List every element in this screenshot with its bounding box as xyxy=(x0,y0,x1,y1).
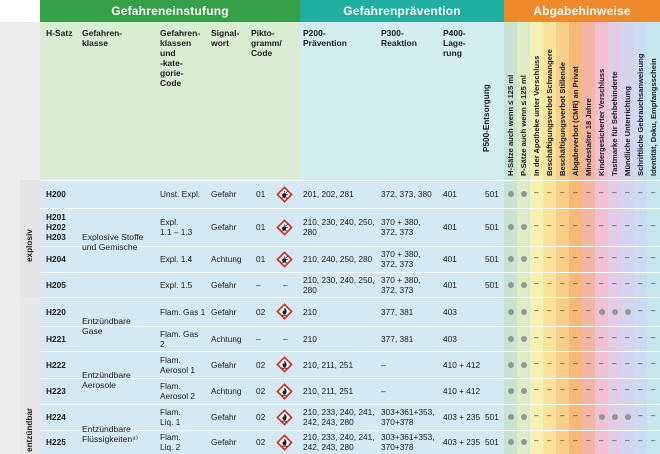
row-h-satz: H201 H202 H203 xyxy=(46,212,66,242)
dispensing-header-2: In der Apotheke unter Verschluss xyxy=(532,55,541,176)
not-applicable-dash: – xyxy=(651,221,656,230)
not-applicable-dash: – xyxy=(573,358,578,368)
applies-dot xyxy=(521,191,527,197)
not-applicable-dash: – xyxy=(534,253,539,262)
row-pict-code: 02 xyxy=(256,412,266,422)
not-applicable-dash: – xyxy=(612,332,617,342)
dispensing-header-4: Beschäftigungsverbot Stillende xyxy=(558,62,567,176)
no-pictogram-dash: – xyxy=(283,279,288,290)
row-p200: 201, 202, 281 xyxy=(303,189,354,199)
row-pict-code: – xyxy=(256,333,261,344)
row-p200: 210, 211, 251 xyxy=(303,359,354,370)
not-applicable-dash: – xyxy=(573,305,578,315)
col-klasse-code: Gefahren- klassen und -kate- gorie- Code xyxy=(160,28,201,88)
not-applicable-dash: – xyxy=(638,305,643,315)
row-p200: 210, 211, 251 xyxy=(303,386,354,396)
col-piktogramm: Pikto- gramm/ Code xyxy=(251,28,282,58)
row-pict-code: 01 xyxy=(256,189,266,199)
not-applicable-dash: – xyxy=(547,332,552,342)
not-applicable-dash: – xyxy=(573,221,578,230)
applies-dot xyxy=(521,224,527,230)
row-signal-word: Gefahr xyxy=(211,412,237,422)
row-pict-code: 01 xyxy=(256,222,266,232)
applies-dot xyxy=(508,362,514,368)
not-applicable-dash: – xyxy=(547,278,552,288)
not-applicable-dash: – xyxy=(599,188,604,197)
ghs02-flame-icon xyxy=(276,434,293,451)
row-p200: 210, 240, 250, 280 xyxy=(303,254,373,264)
not-applicable-dash: – xyxy=(625,385,630,394)
applies-dot xyxy=(508,282,514,288)
row-p300: 372, 373, 380 xyxy=(381,189,432,199)
not-applicable-dash: – xyxy=(599,436,604,445)
not-applicable-dash: – xyxy=(599,332,604,342)
dispensing-header-7: Kindergesicherter Verschluss xyxy=(597,68,606,176)
not-applicable-dash: – xyxy=(586,332,591,342)
not-applicable-dash: – xyxy=(534,332,539,342)
not-applicable-dash: – xyxy=(612,278,617,288)
row-signal-word: Gefahr xyxy=(211,306,237,317)
row-divider xyxy=(40,326,660,327)
applies-dot xyxy=(625,414,631,420)
not-applicable-dash: – xyxy=(625,188,630,197)
table-row xyxy=(40,180,504,208)
not-applicable-dash: – xyxy=(625,253,630,262)
row-signal-word: Achtung xyxy=(211,333,242,344)
row-p300: 303+361+353, 370+378 xyxy=(381,432,435,452)
row-p300: 370 + 380, 372, 373 xyxy=(381,249,421,269)
dispensing-header-11: Identität, Doku, Empfangsschein xyxy=(649,58,658,176)
class-label-liquids: Entzündbare Flüssigkeiten⁴⁾ xyxy=(82,424,138,444)
not-applicable-dash: – xyxy=(573,188,578,197)
row-signal-word: Achtung xyxy=(211,386,242,396)
applies-dot xyxy=(521,282,527,288)
row-h-satz: H225 xyxy=(46,437,66,447)
not-applicable-dash: – xyxy=(638,278,643,288)
row-p300: 303+361+353, 370+378 xyxy=(381,407,435,427)
band-hazard-prevention: Gefahrenprävention xyxy=(300,0,504,22)
row-p300: – xyxy=(381,386,386,396)
col-p300: P300- Reaktion xyxy=(381,28,417,48)
col-p400: P400- Lage- rung xyxy=(443,28,466,58)
row-signal-word: Gefahr xyxy=(211,189,237,199)
not-applicable-dash: – xyxy=(560,358,565,368)
row-class-code: Expl. 1.5 xyxy=(160,279,193,290)
ghs01-explosion-icon xyxy=(276,219,293,236)
applies-dot xyxy=(612,309,618,315)
not-applicable-dash: – xyxy=(638,411,643,420)
not-applicable-dash: – xyxy=(638,385,643,394)
not-applicable-dash: – xyxy=(547,411,552,420)
not-applicable-dash: – xyxy=(651,278,656,288)
row-pict-code: 02 xyxy=(256,437,266,447)
row-class-code: Unst. Expl. xyxy=(160,189,201,199)
not-applicable-dash: – xyxy=(547,253,552,262)
not-applicable-dash: – xyxy=(560,305,565,315)
row-class-code: Flam. Gas 1 xyxy=(160,306,206,317)
row-p400: 410 + 412 xyxy=(443,359,481,370)
row-p400: 401 xyxy=(443,222,457,232)
row-p400: 410 + 412 xyxy=(443,386,481,396)
not-applicable-dash: – xyxy=(586,188,591,197)
row-p200: 210, 233, 240, 241, 242, 243, 280 xyxy=(303,407,375,427)
not-applicable-dash: – xyxy=(534,358,539,368)
row-class-code: Flam. Liq. 2 xyxy=(160,432,181,452)
applies-dot xyxy=(625,309,631,315)
applies-dot xyxy=(521,362,527,368)
not-applicable-dash: – xyxy=(599,358,604,368)
row-p500: 501 xyxy=(485,254,499,264)
not-applicable-dash: – xyxy=(560,253,565,262)
ghs01-explosion-icon xyxy=(276,251,293,268)
not-applicable-dash: – xyxy=(612,188,617,197)
row-p400: 401 xyxy=(443,254,457,264)
row-p200: 210, 230, 240, 250, 280 xyxy=(303,274,375,295)
row-p300: 377, 381 xyxy=(381,333,414,344)
row-p200: 210 xyxy=(303,306,317,317)
not-applicable-dash: – xyxy=(612,221,617,230)
dispensing-header-5: Abgabeverbot (CMR) an Privat xyxy=(571,66,580,176)
row-signal-word: Achtung xyxy=(211,254,242,264)
row-class-code: Flam. Gas 2 xyxy=(160,328,199,349)
col-signalwort: Signal- wort xyxy=(211,28,240,48)
not-applicable-dash: – xyxy=(651,358,656,368)
not-applicable-dash: – xyxy=(625,358,630,368)
applies-dot xyxy=(599,414,605,420)
row-p400: 403 xyxy=(443,333,457,344)
row-p500: 501 xyxy=(485,222,499,232)
not-applicable-dash: – xyxy=(599,253,604,262)
not-applicable-dash: – xyxy=(586,305,591,315)
row-class-code: Expl. 1.1 – 1.3 xyxy=(160,217,193,237)
not-applicable-dash: – xyxy=(586,358,591,368)
row-divider xyxy=(40,297,660,298)
applies-dot xyxy=(508,336,514,342)
col-h-satz: H-Satz xyxy=(46,28,73,38)
not-applicable-dash: – xyxy=(560,188,565,197)
not-applicable-dash: – xyxy=(586,221,591,230)
not-applicable-dash: – xyxy=(560,278,565,288)
not-applicable-dash: – xyxy=(586,278,591,288)
not-applicable-dash: – xyxy=(534,411,539,420)
class-label-gases: Entzündbare Gase xyxy=(82,316,131,336)
not-applicable-dash: – xyxy=(534,221,539,230)
row-p300: 370 + 380, 372, 373 xyxy=(381,217,421,237)
not-applicable-dash: – xyxy=(651,436,656,445)
row-pict-code: 02 xyxy=(256,306,266,317)
row-signal-word: Gefahr xyxy=(211,437,237,447)
not-applicable-dash: – xyxy=(547,385,552,394)
not-applicable-dash: – xyxy=(638,188,643,197)
row-p200: 210, 233, 240, 241, 242, 243, 280 xyxy=(303,432,375,452)
row-h-satz: H205 xyxy=(46,279,66,290)
row-signal-word: Gefahr xyxy=(211,279,237,290)
applies-dot xyxy=(599,309,605,315)
not-applicable-dash: – xyxy=(560,221,565,230)
not-applicable-dash: – xyxy=(534,278,539,288)
not-applicable-dash: – xyxy=(586,253,591,262)
row-p400: 403 + 235 xyxy=(443,412,481,422)
applies-dot xyxy=(521,388,527,394)
row-pict-code: 01 xyxy=(256,254,266,264)
not-applicable-dash: – xyxy=(651,305,656,315)
row-p200: 210, 230, 240, 250, 280 xyxy=(303,217,375,237)
class-label-aerosols: Entzündbare Aerosole xyxy=(82,370,131,390)
row-p500: 501 xyxy=(485,412,499,422)
row-p400: 403 xyxy=(443,306,457,317)
not-applicable-dash: – xyxy=(612,385,617,394)
class-label-explosive: Explosive Stoffe und Gemische xyxy=(82,232,144,252)
not-applicable-dash: – xyxy=(547,188,552,197)
group-strip-outer xyxy=(0,22,20,454)
not-applicable-dash: – xyxy=(573,411,578,420)
row-class-code: Flam. Aerosol 2 xyxy=(160,381,196,401)
col-p200: P200- Prävention xyxy=(303,28,347,48)
row-p500: 501 xyxy=(485,189,499,199)
applies-dot xyxy=(521,309,527,315)
dispensing-header-3: Beschäftigungsverbot Schwangere xyxy=(545,48,554,176)
not-applicable-dash: – xyxy=(638,253,643,262)
dispensing-header-6: Mindestalter 18 Jahre xyxy=(584,98,593,176)
not-applicable-dash: – xyxy=(612,436,617,445)
not-applicable-dash: – xyxy=(560,411,565,420)
not-applicable-dash: – xyxy=(573,436,578,445)
not-applicable-dash: – xyxy=(547,305,552,315)
not-applicable-dash: – xyxy=(534,436,539,445)
ghs02-flame-icon xyxy=(276,356,293,373)
not-applicable-dash: – xyxy=(651,411,656,420)
not-applicable-dash: – xyxy=(586,385,591,394)
applies-dot xyxy=(521,256,527,262)
ghs02-flame-icon xyxy=(276,303,293,320)
not-applicable-dash: – xyxy=(573,253,578,262)
not-applicable-dash: – xyxy=(638,436,643,445)
dispensing-header-0: H-Sätze auch wenn ≤ 125 ml xyxy=(506,74,515,176)
applies-dot xyxy=(612,414,618,420)
not-applicable-dash: – xyxy=(625,332,630,342)
row-p500: 501 xyxy=(485,279,499,290)
applies-dot xyxy=(521,336,527,342)
applies-dot xyxy=(508,224,514,230)
dispensing-header-1: P-Sätze auch wenn ≤ 125 ml xyxy=(519,75,528,176)
not-applicable-dash: – xyxy=(625,436,630,445)
applies-dot xyxy=(508,309,514,315)
row-h-satz: H204 xyxy=(46,254,66,264)
not-applicable-dash: – xyxy=(625,221,630,230)
table-row xyxy=(40,272,504,297)
not-applicable-dash: – xyxy=(599,385,604,394)
row-p200: 210 xyxy=(303,333,317,344)
row-pict-code: – xyxy=(256,279,261,290)
no-pictogram-dash: – xyxy=(283,333,288,344)
not-applicable-dash: – xyxy=(651,188,656,197)
row-p300: 370 + 380, 372, 373 xyxy=(381,274,421,295)
not-applicable-dash: – xyxy=(638,221,643,230)
not-applicable-dash: – xyxy=(612,253,617,262)
row-h-satz: H200 xyxy=(46,189,66,199)
not-applicable-dash: – xyxy=(651,385,656,394)
not-applicable-dash: – xyxy=(560,436,565,445)
applies-dot xyxy=(508,256,514,262)
not-applicable-dash: – xyxy=(547,358,552,368)
dispensing-header-9: Mündliche Unterrichtung xyxy=(623,86,632,176)
row-class-code: Expl. 1.4 xyxy=(160,254,193,264)
applies-dot xyxy=(521,439,527,445)
band-spacer xyxy=(0,0,40,22)
not-applicable-dash: – xyxy=(547,436,552,445)
row-h-satz: H220 xyxy=(46,306,66,317)
row-p400: 401 xyxy=(443,189,457,199)
row-h-satz: H224 xyxy=(46,412,66,422)
row-class-code: Flam. Liq. 1 xyxy=(160,407,181,427)
row-signal-word: Gefahr xyxy=(211,222,237,232)
row-pict-code: 02 xyxy=(256,386,266,396)
not-applicable-dash: – xyxy=(560,332,565,342)
row-p500: 501 xyxy=(485,437,499,447)
row-h-satz: H223 xyxy=(46,386,66,396)
not-applicable-dash: – xyxy=(586,436,591,445)
row-p300: 377, 381 xyxy=(381,306,414,317)
not-applicable-dash: – xyxy=(534,305,539,315)
not-applicable-dash: – xyxy=(573,385,578,394)
not-applicable-dash: – xyxy=(573,332,578,342)
applies-dot xyxy=(508,191,514,197)
ghs02-flame-icon xyxy=(276,383,293,400)
row-p400: 403 + 235 xyxy=(443,437,481,447)
not-applicable-dash: – xyxy=(586,411,591,420)
not-applicable-dash: – xyxy=(638,358,643,368)
not-applicable-dash: – xyxy=(625,278,630,288)
row-h-satz: H221 xyxy=(46,333,66,344)
not-applicable-dash: – xyxy=(612,358,617,368)
applies-dot xyxy=(508,388,514,394)
band-hazard-classification: Gefahreneinstufung xyxy=(40,0,300,22)
row-h-satz: H222 xyxy=(46,359,66,370)
applies-dot xyxy=(521,414,527,420)
group-label-entzuendbar: entzündbar xyxy=(25,407,34,452)
applies-dot xyxy=(508,439,514,445)
band-dispensing-notes: Abgabehinweise xyxy=(504,0,660,22)
row-class-code: Flam. Aerosol 1 xyxy=(160,354,196,375)
col-gefahrenklasse: Gefahren- klasse xyxy=(82,28,123,48)
row-p400: 401 xyxy=(443,279,457,290)
dispensing-header-10: Schriftliche Gebrauchsanweisung xyxy=(636,53,645,176)
not-applicable-dash: – xyxy=(573,278,578,288)
ghs02-flame-icon xyxy=(276,409,293,426)
not-applicable-dash: – xyxy=(534,385,539,394)
group-label-explosiv: explosiv xyxy=(25,229,34,262)
not-applicable-dash: – xyxy=(534,188,539,197)
ghs01-explosion-icon xyxy=(276,186,293,203)
dispensing-header-8: Tastmarke für Sehbehinderte xyxy=(610,71,619,176)
row-signal-word: Gefahr xyxy=(211,359,237,370)
col-p500: P500-Entsorgung xyxy=(482,84,491,152)
not-applicable-dash: – xyxy=(651,332,656,342)
not-applicable-dash: – xyxy=(560,385,565,394)
not-applicable-dash: – xyxy=(638,332,643,342)
not-applicable-dash: – xyxy=(599,278,604,288)
applies-dot xyxy=(508,414,514,420)
not-applicable-dash: – xyxy=(547,221,552,230)
row-p300: – xyxy=(381,359,386,370)
not-applicable-dash: – xyxy=(651,253,656,262)
row-pict-code: 02 xyxy=(256,359,266,370)
not-applicable-dash: – xyxy=(599,221,604,230)
